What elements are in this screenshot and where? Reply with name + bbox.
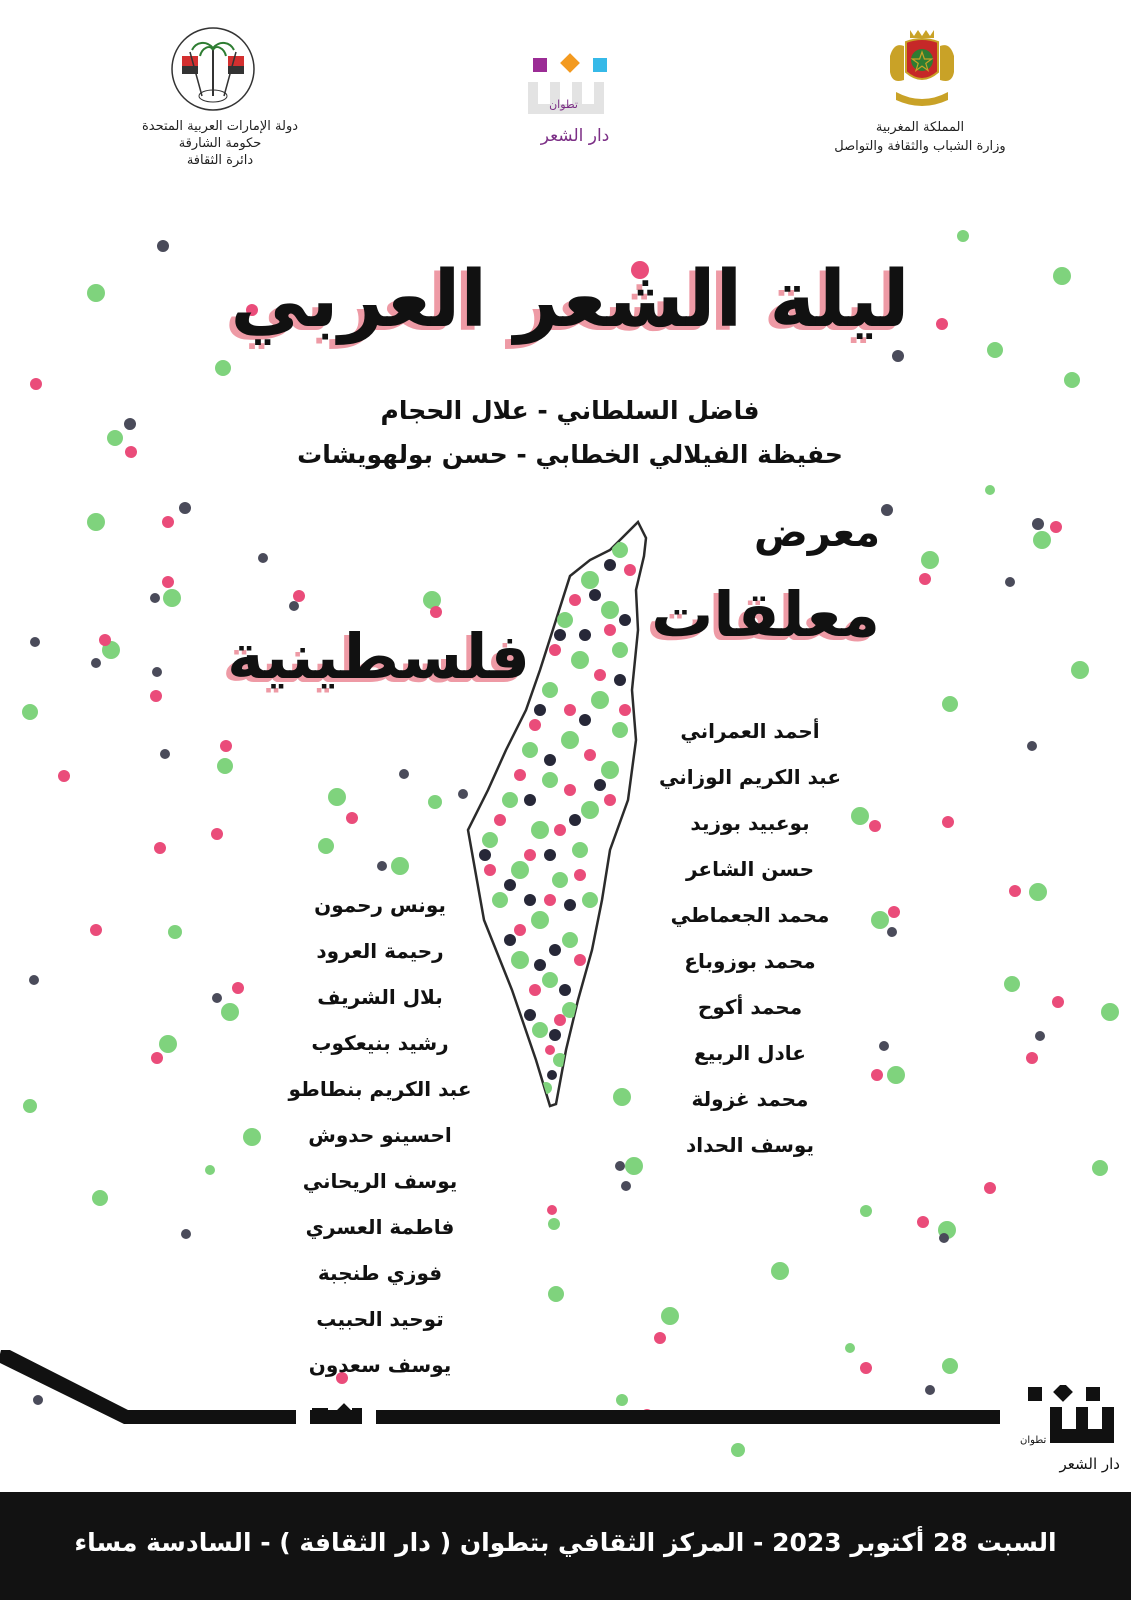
poet-name: يوسف الريحاني xyxy=(302,1169,458,1193)
uae-org-line-1: دولة الإمارات العربية المتحدة xyxy=(141,119,299,134)
dar-logo-name: دار الشعر xyxy=(540,126,610,146)
poet-name: رحيمة العرود xyxy=(316,939,444,963)
dar-logo-city: تطوان xyxy=(549,98,578,111)
event-title: ليلة الشعر العربي xyxy=(230,255,910,345)
poet-name: محمد غزولة xyxy=(691,1087,809,1111)
poet-name: يونس رحمون xyxy=(314,893,446,917)
sharjah-emblem-icon xyxy=(170,26,256,112)
poet-name: فوزي طنجبة xyxy=(317,1261,443,1285)
poet-name: بلال الشريف xyxy=(317,985,443,1009)
poet-name: عادل الربيع xyxy=(694,1041,806,1065)
poet-name: محمد بوزوباع xyxy=(684,949,816,973)
poet-name: يوسف الحداد xyxy=(686,1133,814,1157)
morocco-coat-of-arms-icon xyxy=(882,26,962,112)
uae-org-line-3: دائرة الثقافة xyxy=(186,153,254,168)
poet-name: رشيد بنيعكوب xyxy=(311,1031,449,1055)
morocco-org-line-2: وزارة الشباب والثقافة والتواصل xyxy=(834,139,1006,154)
morocco-org-line-1: المملكة المغربية xyxy=(875,120,965,135)
poets-list-left xyxy=(280,890,480,1396)
poet-name: أحمد العمراني xyxy=(680,719,820,743)
poet-name: احسينو حدوش xyxy=(308,1123,452,1147)
dar-alshiir-logo xyxy=(520,52,630,152)
dar-logo-bottom-name: دار الشعر xyxy=(1059,1455,1120,1473)
poet-name: عبد الكريم بنطاطو xyxy=(288,1077,472,1101)
featured-poets-line-1: فاضل السلطاني - علال الحجام xyxy=(380,396,760,425)
poets-list-right xyxy=(650,716,850,1176)
poet-name: يوسف سعدون xyxy=(308,1353,452,1377)
poet-name: محمد الجعماطي xyxy=(670,903,830,927)
poet-name: توحيد الحبيب xyxy=(316,1307,444,1331)
featured-poets-line-2: حفيظة الفيلالي الخطابي - حسن بولهويشات xyxy=(297,440,843,469)
dar-alshiir-logo-bottom xyxy=(1020,1385,1120,1477)
poet-name: فاطمة العسري xyxy=(305,1215,455,1239)
exhibition-label: معرض xyxy=(753,510,880,556)
poet-name: عبد الكريم الوزاني xyxy=(659,765,841,789)
morocco-org-text xyxy=(820,118,1020,156)
event-details: السبت 28 أكتوبر 2023 - المركز الثقافي بتطوان ( دار الثقافة ) - السادسة مساء xyxy=(74,1528,1057,1557)
exhibition-title-word-1: معلقات xyxy=(651,578,880,651)
uae-org-text xyxy=(115,118,325,169)
footer-bar xyxy=(0,1492,1131,1600)
uae-org-line-2: حكومة الشارقة xyxy=(178,136,262,151)
dar-logo-bottom-city: تطوان xyxy=(1020,1435,1047,1446)
exhibition-title-word-2: فلسطينية xyxy=(227,620,530,693)
poet-name: حسن الشاعر xyxy=(685,857,815,881)
poet-name: بوعبيد بوزيد xyxy=(690,811,810,835)
bottom-decorative-line xyxy=(0,1350,1131,1460)
poet-name: محمد أكوح xyxy=(697,995,803,1019)
